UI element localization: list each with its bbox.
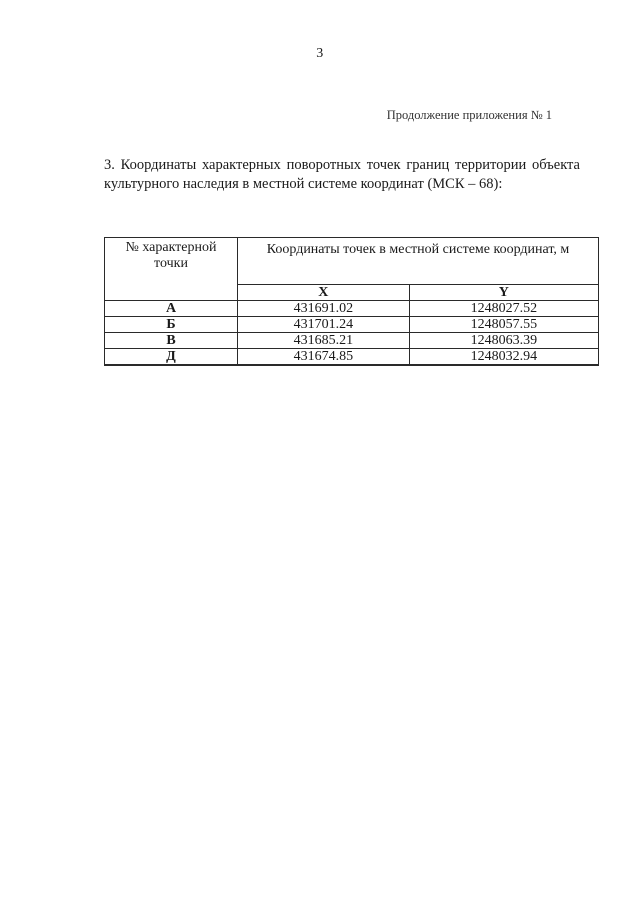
point-label: Б xyxy=(105,317,238,333)
section-heading: 3. Координаты характерных поворотных точек границ территории объекта культурного наследия в местной системе координат (МСК – 68): xyxy=(104,157,580,192)
coordinates-table xyxy=(104,237,599,366)
point-label: В xyxy=(105,333,238,349)
appendix-continuation-note: Продолжение приложения № 1 xyxy=(386,108,552,122)
coordinate-y: 1248057.55 xyxy=(409,317,598,333)
coordinate-x: 431691.02 xyxy=(238,301,410,317)
axis-y-header: Y xyxy=(409,285,598,301)
table-row xyxy=(105,317,599,333)
coordinate-x: 431685.21 xyxy=(238,333,410,349)
point-number-header: № характерной точки xyxy=(105,238,238,301)
coordinates-header: Координаты точек в местной системе координат, м xyxy=(238,238,599,285)
point-label: Д xyxy=(105,349,238,366)
axis-x-header: X xyxy=(238,285,410,301)
coordinate-y: 1248063.39 xyxy=(409,333,598,349)
table-row xyxy=(105,333,599,349)
table-row xyxy=(105,301,599,317)
coordinate-y: 1248032.94 xyxy=(409,349,598,366)
coordinate-x: 431674.85 xyxy=(238,349,410,366)
page-number: 3 xyxy=(316,46,324,61)
coordinate-x: 431701.24 xyxy=(238,317,410,333)
coordinate-y: 1248027.52 xyxy=(409,301,598,317)
table-row xyxy=(105,349,599,366)
point-label: А xyxy=(105,301,238,317)
